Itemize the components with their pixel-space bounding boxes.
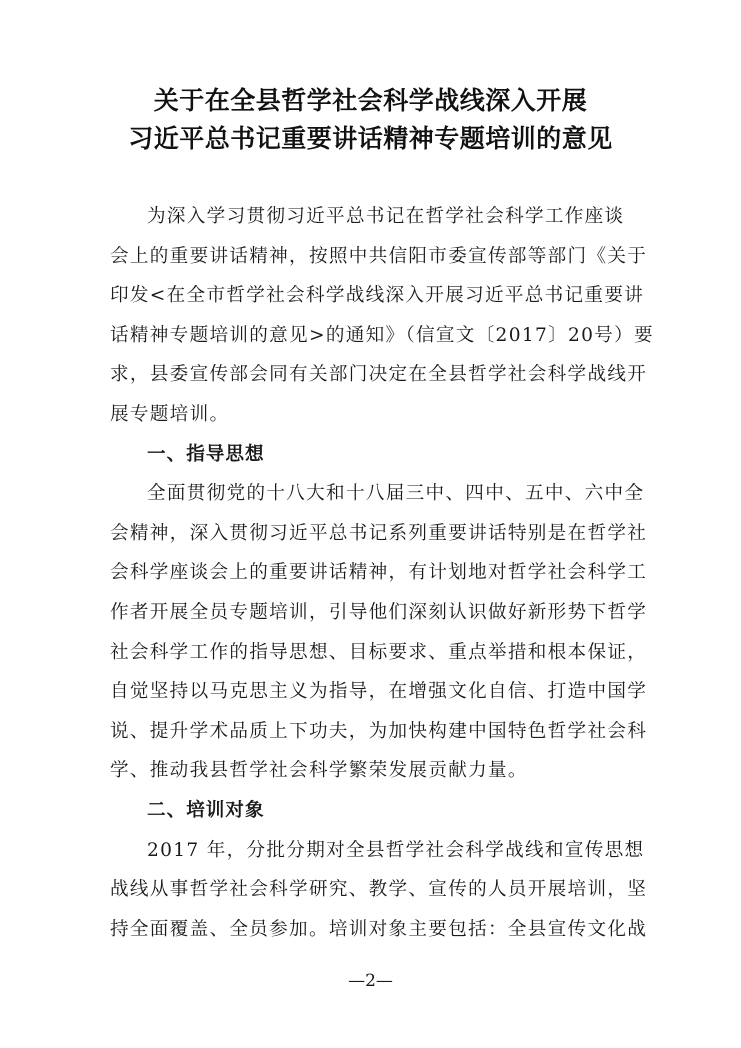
paragraph-line: 说、提升学术品质上下功夫，为加快构建中国特色哲学社会科: [110, 720, 648, 742]
paragraph-line: 话精神专题培训的意见>的通知》（信宣文〔2017〕20号）要: [110, 324, 654, 346]
paragraph-line: 2017 年，分批分期对全县哲学社会科学战线和宣传思想: [147, 839, 645, 861]
paragraph-line: 作者开展全员专题培训，引导他们深刻认识做好新形势下哲学: [110, 601, 648, 623]
paragraph-line: 持全面覆盖、全员参加。培训对象主要包括：全县宣传文化战: [110, 918, 648, 940]
paragraph-line: 会精神，深入贯彻习近平总书记系列重要讲话特别是在哲学社: [110, 522, 648, 544]
section-heading-training-targets: 二、培训对象: [147, 799, 265, 821]
title-line: 关于在全县哲学社会科学战线深入开展: [153, 86, 588, 115]
section-heading-guiding-thought: 一、指导思想: [147, 443, 265, 465]
document-title: [60, 82, 681, 158]
paragraph-line: 印发<在全市哲学社会科学战线深入开展习近平总书记重要讲: [110, 285, 645, 307]
document-body: [110, 197, 654, 949]
paragraph-line: 学、推动我县哲学社会科学繁荣发展贡献力量。: [110, 760, 528, 782]
page-number: —2—: [348, 971, 393, 991]
paragraph-line: 社会科学工作的指导思想、目标要求、重点举措和根本保证，: [110, 641, 648, 663]
paragraph-line: 全面贯彻党的十八大和十八届三中、四中、五中、六中全: [147, 483, 645, 505]
paragraph-line: 求，县委宣传部会同有关部门决定在全县哲学社会科学战线开: [110, 364, 648, 386]
paragraph-line: 为深入学习贯彻习近平总书记在哲学社会科学工作座谈: [147, 206, 625, 227]
title-line: 习近平总书记重要讲话精神专题培训的意见: [128, 124, 613, 153]
paragraph-line: 会上的重要讲话精神，按照中共信阳市委宣传部等部门《关于: [110, 245, 648, 267]
paragraph-line: 战线从事哲学社会科学研究、教学、宣传的人员开展培训，坚: [110, 879, 648, 901]
paragraph-line: 会科学座谈会上的重要讲话精神，有计划地对哲学社会科学工: [110, 562, 648, 584]
paragraph-line: 自觉坚持以马克思主义为指导，在增强文化自信、打造中国学: [110, 681, 648, 703]
paragraph-line: 展专题培训。: [110, 403, 230, 425]
